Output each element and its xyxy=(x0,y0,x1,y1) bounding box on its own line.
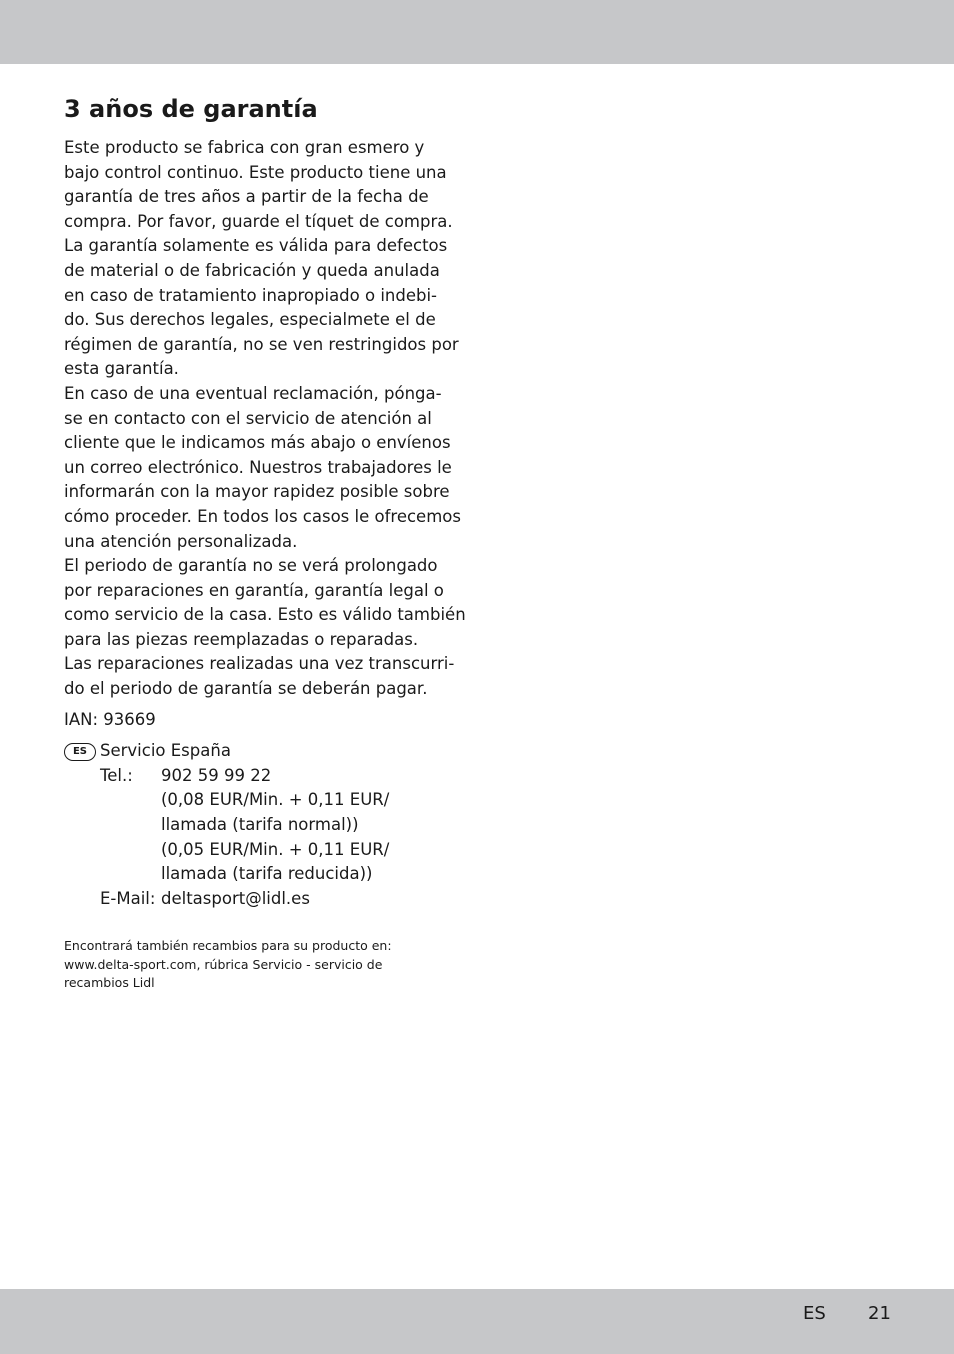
text-line: La garantía solamente es válida para defectos xyxy=(64,236,448,256)
warranty-text xyxy=(64,136,464,702)
phone-label: Tel.: xyxy=(100,765,133,785)
text-line: cómo proceder. En todos los casos le ofrecemos xyxy=(64,506,461,526)
spain-badge-icon: ES xyxy=(64,743,96,761)
text-line: por reparaciones en garantía, garantía legal o xyxy=(64,580,444,600)
email-address: deltasport@lidl.es xyxy=(161,888,310,908)
phone-values xyxy=(161,764,389,887)
page-title: 3 años de garantía xyxy=(64,95,318,123)
text-line: un correo electrónico. Nuestros trabajadores le xyxy=(64,457,452,477)
text-line: garantía de tres años a partir de la fecha de xyxy=(64,187,429,207)
spare-parts-note xyxy=(64,937,464,993)
footer-language: ES xyxy=(803,1303,826,1324)
phone-rate: (0,05 EUR/Min. + 0,11 EUR/ xyxy=(161,839,390,859)
phone-row xyxy=(100,764,464,887)
phone-rate: (0,08 EUR/Min. + 0,11 EUR/ xyxy=(161,790,390,810)
service-contact xyxy=(64,739,464,911)
text-line: esta garantía. xyxy=(64,359,179,379)
text-line: Este producto se fabrica con gran esmero y xyxy=(64,138,425,157)
spare-line: Encontrará también recambios para su producto en: xyxy=(64,938,392,954)
text-line: do el periodo de garantía se deberán pagar. xyxy=(64,679,428,699)
text-line: Las reparaciones realizadas una vez transcurri- xyxy=(64,654,455,674)
text-line: de material o de fabricación y queda anulada xyxy=(64,260,440,280)
text-line: una atención personalizada. xyxy=(64,531,298,551)
email-label: E-Mail: xyxy=(100,888,156,908)
text-line: compra. Por favor, guarde el tíquet de compra. xyxy=(64,211,453,231)
service-name: Servicio España xyxy=(100,741,231,761)
ian-number: IAN: 93669 xyxy=(64,709,156,729)
header-bar xyxy=(0,0,954,64)
phone-rate: llamada (tarifa normal)) xyxy=(161,815,359,835)
page-number: 21 xyxy=(868,1303,891,1324)
text-line: para las piezas reemplazadas o reparadas. xyxy=(64,629,419,649)
warranty-section xyxy=(64,92,464,993)
text-line: El periodo de garantía no se verá prolongado xyxy=(64,556,438,576)
text-line: como servicio de la casa. Esto es válido también xyxy=(64,605,466,625)
text-line: cliente que le indicamos más abajo o envíenos xyxy=(64,433,451,453)
text-line: En caso de una eventual reclamación, pónga- xyxy=(64,383,442,403)
text-line: se en contacto con el servicio de atención al xyxy=(64,408,432,428)
phone-rate: llamada (tarifa reducida)) xyxy=(161,864,373,884)
spare-line: www.delta-sport.com, rúbrica Servicio - servicio de xyxy=(64,956,383,972)
text-line: do. Sus derechos legales, especialmete el de xyxy=(64,310,436,330)
text-line: informarán con la mayor rapidez posible sobre xyxy=(64,482,450,502)
email-row xyxy=(100,887,464,912)
text-line: bajo control continuo. Este producto tiene una xyxy=(64,162,447,182)
phone-number: 902 59 99 22 xyxy=(161,765,272,785)
spare-line: recambios Lidl xyxy=(64,975,155,991)
text-line: en caso de tratamiento inapropiado o indebi- xyxy=(64,285,438,305)
service-heading xyxy=(64,739,464,764)
text-line: régimen de garantía, no se ven restringidos por xyxy=(64,334,459,354)
